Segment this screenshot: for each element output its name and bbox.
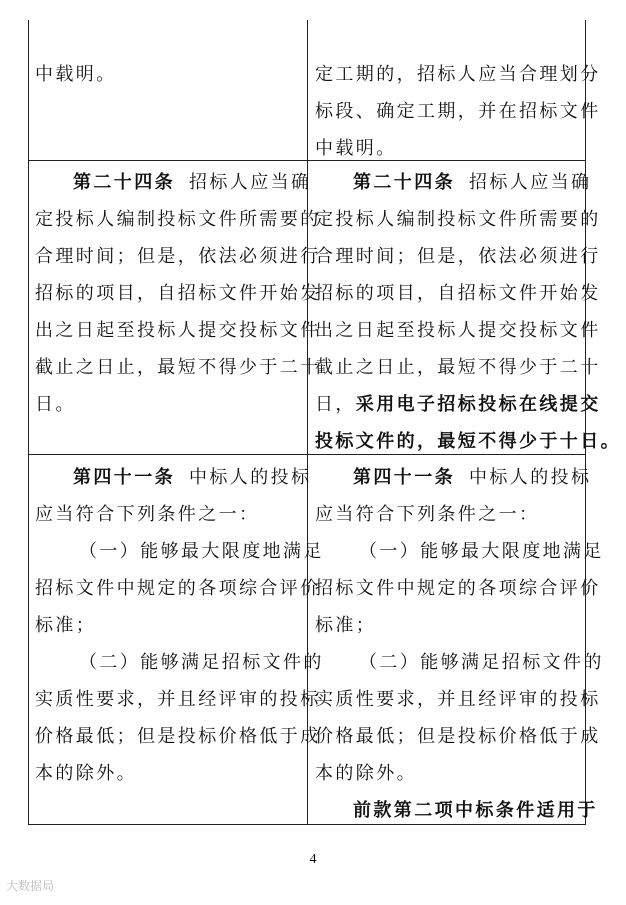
plain-text: 日， (315, 394, 356, 415)
text-line: 应当符合下列条件之一： (315, 504, 540, 525)
article-heading-line (315, 164, 592, 201)
text-line: 价格最低；但是投标价格低于成 (315, 726, 601, 747)
text-line: 招标文件中规定的各项综合评价 (315, 578, 601, 599)
article-heading-line (35, 459, 312, 496)
article-number: 第四十一条 (353, 467, 455, 488)
text-line: 合理时间；但是，依法必须进行 (35, 246, 321, 267)
article-number: 第四十一条 (73, 467, 175, 488)
row2-right-cell (315, 164, 621, 460)
amended-text-line: 前款第二项中标条件适用于 (353, 800, 598, 821)
text-line: 出之日起至投标人提交投标文件 (315, 320, 601, 341)
text-line: 合理时间；但是，依法必须进行 (315, 246, 601, 267)
comparison-table (28, 20, 621, 825)
text-line: 招标的项目，自招标文件开始发 (35, 283, 321, 304)
amended-text-line: 投标文件的，最短不得少于十日。 (315, 431, 621, 452)
article-text: 中标人的投标 (469, 467, 592, 488)
list-item-line: （一）能够最大限度地满足 (359, 541, 604, 562)
row3-right-cell (315, 459, 604, 829)
row3-left-cell (35, 459, 324, 792)
text-line: 中载明。 (315, 138, 397, 159)
text-line: 招标的项目，自招标文件开始发 (315, 283, 601, 304)
article-number: 第二十四条 (353, 172, 455, 193)
text-line: 本的除外。 (35, 763, 137, 784)
text-line: 截止之日止，最短不得少于二十 (35, 357, 321, 378)
article-heading-line (315, 459, 592, 496)
text-line: 价格最低；但是投标价格低于成 (35, 726, 321, 747)
list-item-line: （二）能够满足招标文件的 (79, 652, 324, 673)
text-line: 本的除外。 (315, 763, 417, 784)
article-text: 中标人的投标 (189, 467, 312, 488)
page-number: 4 (309, 852, 317, 867)
list-item-line: （一）能够最大限度地满足 (79, 541, 324, 562)
article-number: 第二十四条 (73, 172, 175, 193)
text-line: 中载明。 (35, 64, 117, 85)
row1-right-cell (315, 56, 601, 167)
article-heading-line (35, 164, 312, 201)
list-item-line: （二）能够满足招标文件的 (359, 652, 604, 673)
text-line: 日。 (35, 394, 76, 415)
row2-left-cell (35, 164, 321, 423)
text-line: 出之日起至投标人提交投标文件 (35, 320, 321, 341)
article-text: 招标人应当确 (189, 172, 312, 193)
amended-text: 采用电子招标投标在线提交 (355, 394, 601, 415)
text-line: 应当符合下列条件之一： (35, 504, 260, 525)
text-line: 截止之日止，最短不得少于二十 (315, 357, 601, 378)
text-line: 招标文件中规定的各项综合评价 (35, 578, 321, 599)
text-line: 实质性要求，并且经评审的投标 (315, 689, 601, 710)
text-line: 定投标人编制投标文件所需要的 (315, 209, 601, 230)
article-text: 招标人应当确 (469, 172, 592, 193)
text-line: 标准； (35, 615, 97, 636)
watermark: 大数据局 (6, 879, 55, 893)
text-line: 实质性要求，并且经评审的投标 (35, 689, 321, 710)
text-line: 标段、确定工期，并在招标文件 (315, 101, 601, 122)
text-line: 标准； (315, 615, 377, 636)
text-line: 定工期的，招标人应当合理划分 (315, 64, 601, 85)
text-line: 定投标人编制投标文件所需要的 (35, 209, 321, 230)
row1-left-cell (35, 56, 299, 93)
text-line (315, 386, 601, 423)
